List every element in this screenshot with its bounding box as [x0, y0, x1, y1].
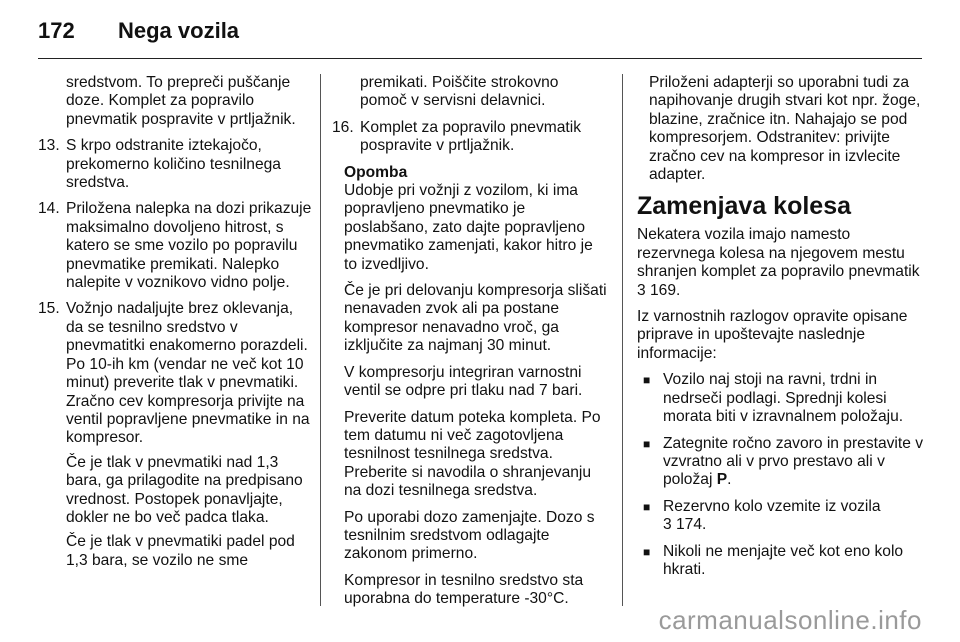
item-body — [66, 200, 314, 292]
list-item — [38, 300, 314, 570]
header-divider — [38, 58, 922, 59]
column-divider — [320, 74, 321, 606]
note-paragraph: Kompresor in tesnilno sredstvo sta uporabna do temperature -30°C. — [344, 571, 584, 608]
list-item — [38, 200, 314, 292]
bullet-text-main: Rezervno kolo vzemite iz vozila — [663, 497, 881, 515]
section-heading: Zamenjava kolesa — [637, 192, 852, 221]
bullet-list — [637, 371, 927, 579]
bullet-item — [637, 435, 927, 490]
item-body — [360, 119, 608, 156]
item-paragraph: Če je tlak v pnevmatiki nad 1,3 bara, ga prilagodite na predpisano vrednost. Postopek ponavljajte, dokler ne bo več padca tlaka. — [66, 453, 303, 526]
item-paragraph: Če je tlak v pnevmatiki padel pod 1,3 bara, se vozilo ne sme — [66, 533, 295, 569]
continuation-text: sredstvom. To prepreči puščanje doze. Komplet za popravilo pnevmatik pospravite v prtljažnik. — [66, 74, 296, 128]
watermark-text: carmanualsonline.info — [658, 605, 922, 635]
page-reference-link[interactable]: 3 174. — [663, 516, 707, 534]
bullet-item — [637, 371, 927, 426]
bullet-square-icon: ■ — [643, 544, 651, 559]
bullet-text — [663, 498, 881, 535]
bullet-text-bold: P — [716, 471, 728, 489]
numbered-list — [38, 137, 314, 570]
numbered-list — [332, 119, 608, 156]
continuation-text: premikati. Poiščite strokovno pomoč v servisni delavnici. — [360, 74, 559, 110]
note-paragraph: Udobje pri vožnji z vozilom, ki ima popravljeno pnevmatiko je poslabšano, zato dajte popravljeno pnevmatiko zamenjati, kakor hitro je to izvedljivo. — [344, 182, 593, 273]
column-2 — [332, 74, 608, 617]
bullet-item — [637, 498, 927, 535]
item-number: 14. — [38, 200, 60, 218]
bullet-square-icon: ■ — [643, 373, 651, 388]
intro-paragraph — [637, 226, 927, 300]
item-paragraph: Vožnjo nadaljujte brez oklevanja, da se tesnilno sredstvo v pnevmatitki enakomerno porazdeli. Po 10-ih km (vendar ne več kot 10 minut) preverite tlak v pnevmatiki. Zračno cev kompresorja privijte na ventil popravljene pnevmatike in na kompresor. — [66, 300, 310, 447]
page-title: Nega vozila — [118, 18, 240, 43]
bullet-square-icon: ■ — [643, 499, 651, 514]
item-paragraph: S krpo odstranite iztekajočo, prekomerno količino tesnilnega sredstva. — [66, 137, 281, 192]
bullet-text — [663, 435, 927, 490]
item-paragraph: Priložena nalepka na dozi prikazuje maksimalno dovoljeno hitrost, s katero se sme vozilo po popravilu pnevmatike premikati. Nalepko nalepite v voznikovo vidno polje. — [66, 200, 312, 292]
item-number: 16. — [332, 118, 354, 136]
list-item — [38, 137, 314, 192]
column-3 — [637, 74, 927, 587]
bullet-text — [663, 371, 927, 426]
list-item — [332, 119, 608, 156]
bullet-text — [663, 543, 927, 580]
note-paragraph: Če je pri delovanju kompresorja slišati nenavaden zvok ali pa postane kompresor nenavadno vroč, ga izključite za najmanj 30 minut. — [344, 282, 607, 355]
page-reference-link[interactable]: 3 169. — [637, 281, 681, 299]
page-header — [0, 0, 960, 58]
bullet-text-tail: . — [727, 471, 732, 489]
note-body — [344, 182, 608, 609]
bullet-square-icon: ■ — [643, 436, 651, 451]
item-body — [66, 137, 314, 192]
note-paragraph: V kompresorju integriran varnostni ventil se odpre pri tlaku nad 7 bari. — [344, 363, 583, 400]
safety-paragraph: Iz varnostnih razlogov opravite opisane priprave in upoštevajte naslednje informacije: — [637, 308, 908, 362]
bullet-text-main: Zategnite ročno zavoro in prestavite v vzvratno ali v prvo prestavo ali v položaj — [663, 434, 924, 489]
note-continuation: Priloženi adapterji so uporabni tudi za napihovanje drugih stvari kot npr. žoge, blazine, zračnice itn. Nahajajo se pod kompresorjem. Odstranitev: privijte zračno cev na kompresor in izvlecite adapter. — [649, 74, 921, 184]
note-paragraph: Preverite datum poteka kompleta. Po tem datumu ni več zagotovljena tesnilnost tesnilnega sredstva. Preberite si navodila o shranjevanju na dozi tesnilnega sredstva. — [344, 408, 601, 500]
note-paragraph: Po uporabi dozo zamenjajte. Dozo s tesnilnim sredstvom odlagajte zakonom primerno. — [344, 508, 595, 563]
item-paragraph: Komplet za popravilo pnevmatik pospravite v prtljažnik. — [360, 118, 582, 155]
bullet-item — [637, 543, 927, 580]
note-heading: Opomba — [344, 163, 408, 181]
bullet-text-main: Vozilo naj stoji na ravni, trdni in nedrseči podlagi. Sprednji kolesi morata biti v izravnalnem položaju. — [663, 371, 904, 426]
item-number: 13. — [38, 137, 60, 155]
column-1 — [38, 74, 314, 578]
bullet-text-main: Nikoli ne menjajte več kot eno kolo hkrati. — [663, 542, 904, 578]
item-number: 15. — [38, 300, 60, 318]
column-divider — [622, 74, 623, 606]
note-box — [332, 164, 608, 609]
page-number: 172 — [38, 18, 75, 43]
item-body — [66, 300, 314, 570]
intro-text: Nekatera vozila imajo namesto rezervnega kolesa na njegovem mestu shranjen komplet za popravilo pnevmatik — [637, 226, 920, 281]
